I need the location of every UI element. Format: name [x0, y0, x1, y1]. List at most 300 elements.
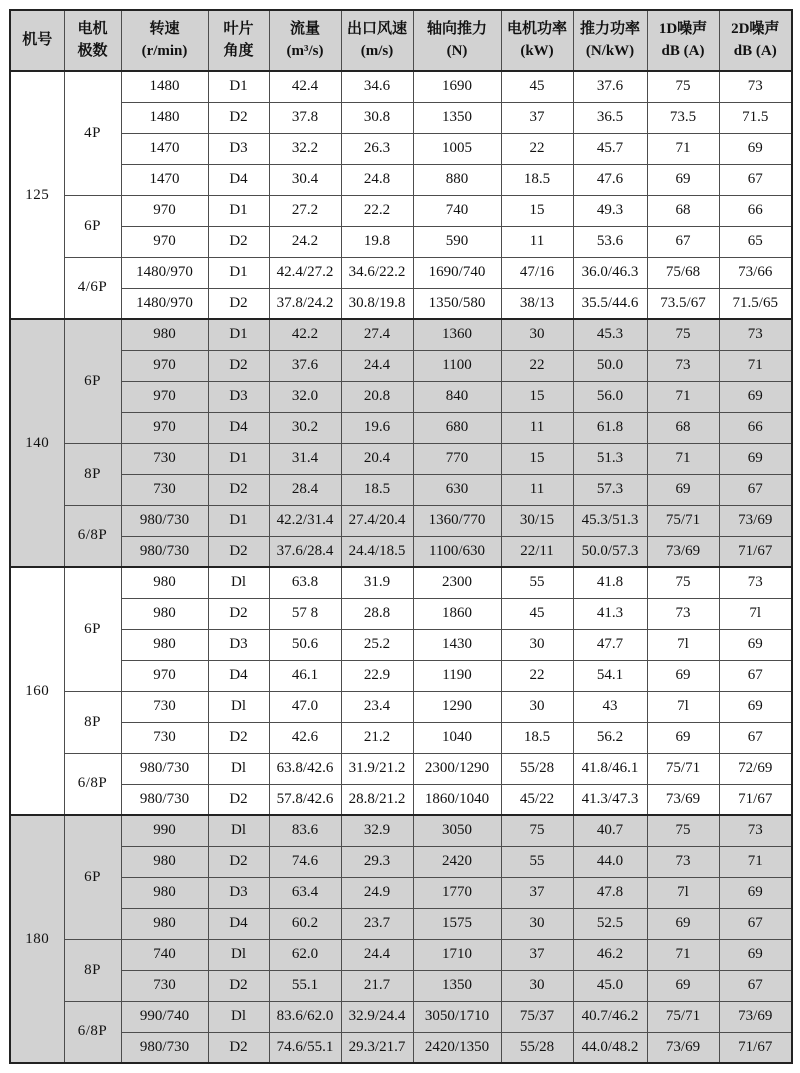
cell-velocity: 24.4/18.5 — [341, 536, 413, 567]
cell-thrust_power: 44.0 — [573, 846, 647, 877]
cell-thrust: 2420 — [413, 846, 501, 877]
cell-speed: 1480 — [121, 102, 208, 133]
cell-noise_1d: 75 — [647, 71, 719, 102]
pole-count: 8P — [64, 691, 121, 753]
cell-noise_2d: 65 — [719, 226, 792, 257]
cell-angle: D3 — [208, 877, 269, 908]
cell-noise_1d: 69 — [647, 474, 719, 505]
column-header-thrust_power: 推力功率 (N/kW) — [573, 10, 647, 71]
cell-flow: 74.6 — [269, 846, 341, 877]
cell-speed: 980/730 — [121, 1032, 208, 1063]
cell-speed: 1480/970 — [121, 288, 208, 319]
cell-power: 22/11 — [501, 536, 573, 567]
cell-thrust_power: 56.2 — [573, 722, 647, 753]
cell-noise_2d: 67 — [719, 164, 792, 195]
cell-angle: D4 — [208, 164, 269, 195]
cell-thrust: 1005 — [413, 133, 501, 164]
machine-number: 140 — [10, 319, 64, 567]
cell-power: 30 — [501, 908, 573, 939]
cell-noise_1d: 75 — [647, 815, 719, 846]
cell-angle: D2 — [208, 784, 269, 815]
cell-velocity: 32.9 — [341, 815, 413, 846]
cell-speed: 1470 — [121, 133, 208, 164]
cell-flow: 57 8 — [269, 598, 341, 629]
column-header-angle: 叶片 角度 — [208, 10, 269, 71]
cell-speed: 1470 — [121, 164, 208, 195]
cell-velocity: 28.8/21.2 — [341, 784, 413, 815]
cell-velocity: 22.2 — [341, 195, 413, 226]
cell-flow: 37.8/24.2 — [269, 288, 341, 319]
cell-flow: 62.0 — [269, 939, 341, 970]
cell-velocity: 30.8/19.8 — [341, 288, 413, 319]
cell-speed: 970 — [121, 226, 208, 257]
cell-velocity: 19.6 — [341, 412, 413, 443]
cell-flow: 42.2 — [269, 319, 341, 350]
cell-angle: D2 — [208, 598, 269, 629]
cell-flow: 32.2 — [269, 133, 341, 164]
cell-noise_1d: 7l — [647, 877, 719, 908]
cell-velocity: 30.8 — [341, 102, 413, 133]
cell-noise_1d: 73 — [647, 846, 719, 877]
cell-noise_2d: 71.5 — [719, 102, 792, 133]
cell-thrust_power: 46.2 — [573, 939, 647, 970]
cell-velocity: 34.6 — [341, 71, 413, 102]
cell-speed: 730 — [121, 691, 208, 722]
cell-power: 18.5 — [501, 722, 573, 753]
cell-velocity: 18.5 — [341, 474, 413, 505]
cell-noise_2d: 69 — [719, 877, 792, 908]
cell-noise_1d: 71 — [647, 443, 719, 474]
cell-thrust_power: 47.6 — [573, 164, 647, 195]
pole-count: 6P — [64, 195, 121, 257]
cell-velocity: 34.6/22.2 — [341, 257, 413, 288]
cell-flow: 37.8 — [269, 102, 341, 133]
cell-angle: D2 — [208, 288, 269, 319]
cell-flow: 57.8/42.6 — [269, 784, 341, 815]
pole-count: 8P — [64, 443, 121, 505]
cell-speed: 970 — [121, 350, 208, 381]
cell-thrust: 1575 — [413, 908, 501, 939]
cell-speed: 970 — [121, 412, 208, 443]
cell-thrust: 1040 — [413, 722, 501, 753]
cell-speed: 980/730 — [121, 784, 208, 815]
cell-noise_2d: 69 — [719, 691, 792, 722]
cell-power: 75 — [501, 815, 573, 846]
pole-count: 6P — [64, 815, 121, 939]
machine-number: 180 — [10, 815, 64, 1063]
cell-power: 55/28 — [501, 1032, 573, 1063]
pole-count: 4P — [64, 71, 121, 195]
cell-thrust: 2300 — [413, 567, 501, 598]
cell-noise_2d: 71.5/65 — [719, 288, 792, 319]
cell-speed: 980 — [121, 629, 208, 660]
cell-speed: 980 — [121, 567, 208, 598]
cell-thrust_power: 40.7 — [573, 815, 647, 846]
cell-angle: D2 — [208, 536, 269, 567]
cell-angle: D3 — [208, 629, 269, 660]
cell-thrust: 590 — [413, 226, 501, 257]
cell-thrust_power: 57.3 — [573, 474, 647, 505]
column-header-noise_2d: 2D噪声 dB (A) — [719, 10, 792, 71]
cell-velocity: 25.2 — [341, 629, 413, 660]
cell-power: 22 — [501, 133, 573, 164]
cell-power: 30/15 — [501, 505, 573, 536]
column-header-noise_1d: 1D噪声 dB (A) — [647, 10, 719, 71]
cell-thrust_power: 45.3/51.3 — [573, 505, 647, 536]
cell-thrust_power: 41.8/46.1 — [573, 753, 647, 784]
cell-thrust: 2420/1350 — [413, 1032, 501, 1063]
cell-noise_2d: 67 — [719, 722, 792, 753]
cell-noise_2d: 73 — [719, 71, 792, 102]
cell-thrust: 1350 — [413, 970, 501, 1001]
cell-noise_1d: 69 — [647, 722, 719, 753]
cell-velocity: 21.7 — [341, 970, 413, 1001]
cell-velocity: 27.4 — [341, 319, 413, 350]
cell-flow: 42.4 — [269, 71, 341, 102]
cell-thrust: 1360 — [413, 319, 501, 350]
cell-flow: 46.1 — [269, 660, 341, 691]
cell-thrust_power: 47.8 — [573, 877, 647, 908]
cell-noise_2d: 73 — [719, 567, 792, 598]
cell-flow: 83.6 — [269, 815, 341, 846]
cell-power: 30 — [501, 629, 573, 660]
cell-speed: 970 — [121, 660, 208, 691]
cell-power: 11 — [501, 474, 573, 505]
cell-speed: 990 — [121, 815, 208, 846]
cell-angle: D4 — [208, 908, 269, 939]
cell-velocity: 19.8 — [341, 226, 413, 257]
spec-table-head — [10, 10, 792, 71]
cell-noise_1d: 73/69 — [647, 536, 719, 567]
cell-noise_2d: 69 — [719, 381, 792, 412]
cell-speed: 990/740 — [121, 1001, 208, 1032]
cell-angle: D2 — [208, 226, 269, 257]
cell-angle: D3 — [208, 133, 269, 164]
cell-velocity: 24.8 — [341, 164, 413, 195]
cell-thrust_power: 37.6 — [573, 71, 647, 102]
cell-velocity: 24.4 — [341, 939, 413, 970]
cell-noise_1d: 75/71 — [647, 505, 719, 536]
cell-flow: 50.6 — [269, 629, 341, 660]
cell-noise_1d: 68 — [647, 412, 719, 443]
cell-angle: Dl — [208, 815, 269, 846]
cell-noise_1d: 75 — [647, 567, 719, 598]
cell-noise_1d: 73/69 — [647, 1032, 719, 1063]
cell-noise_1d: 69 — [647, 660, 719, 691]
cell-velocity: 21.2 — [341, 722, 413, 753]
cell-speed: 1480 — [121, 71, 208, 102]
cell-angle: Dl — [208, 939, 269, 970]
cell-flow: 42.4/27.2 — [269, 257, 341, 288]
cell-thrust_power: 45.3 — [573, 319, 647, 350]
pole-count: 4/6P — [64, 257, 121, 319]
cell-velocity: 24.9 — [341, 877, 413, 908]
cell-speed: 980/730 — [121, 505, 208, 536]
cell-angle: D3 — [208, 381, 269, 412]
cell-speed: 730 — [121, 474, 208, 505]
cell-noise_2d: 67 — [719, 908, 792, 939]
cell-noise_1d: 7l — [647, 629, 719, 660]
cell-thrust: 2300/1290 — [413, 753, 501, 784]
cell-velocity: 29.3 — [341, 846, 413, 877]
cell-velocity: 20.4 — [341, 443, 413, 474]
pole-count: 8P — [64, 939, 121, 1001]
cell-velocity: 31.9 — [341, 567, 413, 598]
cell-thrust: 1430 — [413, 629, 501, 660]
cell-thrust: 770 — [413, 443, 501, 474]
cell-thrust_power: 45.7 — [573, 133, 647, 164]
cell-angle: Dl — [208, 1001, 269, 1032]
spec-table-body — [10, 71, 792, 1063]
cell-flow: 27.2 — [269, 195, 341, 226]
cell-thrust: 1100 — [413, 350, 501, 381]
cell-speed: 980/730 — [121, 753, 208, 784]
cell-thrust_power: 41.3 — [573, 598, 647, 629]
cell-power: 30 — [501, 319, 573, 350]
cell-thrust_power: 51.3 — [573, 443, 647, 474]
column-header-power: 电机功率 (kW) — [501, 10, 573, 71]
cell-noise_2d: 71 — [719, 350, 792, 381]
cell-noise_1d: 73 — [647, 350, 719, 381]
cell-thrust_power: 44.0/48.2 — [573, 1032, 647, 1063]
machine-number: 125 — [10, 71, 64, 319]
cell-noise_1d: 73.5 — [647, 102, 719, 133]
cell-noise_2d: 67 — [719, 474, 792, 505]
cell-power: 22 — [501, 350, 573, 381]
cell-velocity: 22.9 — [341, 660, 413, 691]
cell-flow: 37.6/28.4 — [269, 536, 341, 567]
cell-thrust: 840 — [413, 381, 501, 412]
cell-angle: Dl — [208, 567, 269, 598]
cell-power: 11 — [501, 226, 573, 257]
cell-thrust: 1690 — [413, 71, 501, 102]
cell-thrust_power: 45.0 — [573, 970, 647, 1001]
cell-noise_2d: 71/67 — [719, 536, 792, 567]
cell-noise_2d: 71 — [719, 846, 792, 877]
cell-angle: D2 — [208, 1032, 269, 1063]
cell-thrust: 630 — [413, 474, 501, 505]
cell-angle: D1 — [208, 195, 269, 226]
cell-thrust_power: 53.6 — [573, 226, 647, 257]
cell-noise_1d: 69 — [647, 164, 719, 195]
cell-power: 15 — [501, 381, 573, 412]
cell-noise_1d: 75/68 — [647, 257, 719, 288]
cell-flow: 32.0 — [269, 381, 341, 412]
cell-power: 37 — [501, 102, 573, 133]
cell-power: 11 — [501, 412, 573, 443]
cell-thrust_power: 41.3/47.3 — [573, 784, 647, 815]
cell-thrust: 1350/580 — [413, 288, 501, 319]
cell-power: 45 — [501, 71, 573, 102]
column-header-velocity: 出口风速 (m/s) — [341, 10, 413, 71]
cell-velocity: 28.8 — [341, 598, 413, 629]
cell-angle: D2 — [208, 350, 269, 381]
cell-noise_2d: 67 — [719, 660, 792, 691]
cell-speed: 980 — [121, 846, 208, 877]
cell-velocity: 23.4 — [341, 691, 413, 722]
cell-angle: D1 — [208, 505, 269, 536]
cell-thrust: 3050/1710 — [413, 1001, 501, 1032]
spec-table — [9, 9, 793, 1064]
cell-flow: 30.2 — [269, 412, 341, 443]
pole-count: 6/8P — [64, 753, 121, 815]
cell-noise_1d: 67 — [647, 226, 719, 257]
column-header-flow: 流量 (m³/s) — [269, 10, 341, 71]
column-header-poles: 电机 极数 — [64, 10, 121, 71]
cell-angle: D1 — [208, 443, 269, 474]
pole-count: 6P — [64, 567, 121, 691]
cell-noise_2d: 73/69 — [719, 1001, 792, 1032]
cell-noise_1d: 7l — [647, 691, 719, 722]
cell-noise_1d: 71 — [647, 939, 719, 970]
cell-angle: D4 — [208, 660, 269, 691]
cell-flow: 42.6 — [269, 722, 341, 753]
cell-speed: 740 — [121, 939, 208, 970]
cell-flow: 47.0 — [269, 691, 341, 722]
cell-noise_1d: 69 — [647, 908, 719, 939]
cell-thrust_power: 41.8 — [573, 567, 647, 598]
cell-flow: 28.4 — [269, 474, 341, 505]
cell-angle: D2 — [208, 722, 269, 753]
cell-power: 30 — [501, 970, 573, 1001]
cell-noise_1d: 71 — [647, 381, 719, 412]
pole-count: 6/8P — [64, 505, 121, 567]
cell-velocity: 32.9/24.4 — [341, 1001, 413, 1032]
cell-thrust_power: 50.0/57.3 — [573, 536, 647, 567]
cell-velocity: 29.3/21.7 — [341, 1032, 413, 1063]
cell-noise_2d: 73 — [719, 815, 792, 846]
cell-angle: D2 — [208, 846, 269, 877]
cell-flow: 63.4 — [269, 877, 341, 908]
cell-thrust_power: 47.7 — [573, 629, 647, 660]
cell-power: 15 — [501, 195, 573, 226]
cell-thrust_power: 35.5/44.6 — [573, 288, 647, 319]
cell-thrust: 1100/630 — [413, 536, 501, 567]
cell-noise_2d: 73/66 — [719, 257, 792, 288]
cell-flow: 74.6/55.1 — [269, 1032, 341, 1063]
cell-noise_2d: 66 — [719, 195, 792, 226]
cell-speed: 980 — [121, 598, 208, 629]
cell-noise_2d: 7l — [719, 598, 792, 629]
cell-thrust_power: 36.0/46.3 — [573, 257, 647, 288]
cell-noise_2d: 69 — [719, 939, 792, 970]
machine-number: 160 — [10, 567, 64, 815]
cell-power: 18.5 — [501, 164, 573, 195]
cell-power: 37 — [501, 877, 573, 908]
cell-speed: 1480/970 — [121, 257, 208, 288]
cell-angle: D2 — [208, 970, 269, 1001]
cell-power: 22 — [501, 660, 573, 691]
cell-flow: 31.4 — [269, 443, 341, 474]
cell-power: 30 — [501, 691, 573, 722]
cell-noise_2d: 71/67 — [719, 784, 792, 815]
cell-angle: D2 — [208, 474, 269, 505]
cell-noise_1d: 73 — [647, 598, 719, 629]
cell-noise_1d: 75/71 — [647, 753, 719, 784]
pole-count: 6/8P — [64, 1001, 121, 1063]
cell-flow: 42.2/31.4 — [269, 505, 341, 536]
cell-thrust: 3050 — [413, 815, 501, 846]
cell-speed: 730 — [121, 970, 208, 1001]
cell-noise_1d: 73/69 — [647, 784, 719, 815]
cell-thrust: 880 — [413, 164, 501, 195]
cell-noise_2d: 66 — [719, 412, 792, 443]
cell-noise_2d: 69 — [719, 443, 792, 474]
cell-thrust_power: 50.0 — [573, 350, 647, 381]
cell-thrust_power: 56.0 — [573, 381, 647, 412]
cell-velocity: 26.3 — [341, 133, 413, 164]
cell-power: 38/13 — [501, 288, 573, 319]
cell-noise_1d: 68 — [647, 195, 719, 226]
cell-thrust_power: 61.8 — [573, 412, 647, 443]
cell-noise_1d: 71 — [647, 133, 719, 164]
cell-power: 55 — [501, 567, 573, 598]
cell-angle: D1 — [208, 319, 269, 350]
cell-thrust: 1350 — [413, 102, 501, 133]
cell-power: 37 — [501, 939, 573, 970]
column-header-speed: 转速 (r/min) — [121, 10, 208, 71]
column-header-thrust: 轴向推力 (N) — [413, 10, 501, 71]
cell-velocity: 31.9/21.2 — [341, 753, 413, 784]
cell-power: 47/16 — [501, 257, 573, 288]
cell-velocity: 20.8 — [341, 381, 413, 412]
cell-thrust_power: 49.3 — [573, 195, 647, 226]
cell-noise_1d: 69 — [647, 970, 719, 1001]
cell-power: 45/22 — [501, 784, 573, 815]
cell-thrust: 1860 — [413, 598, 501, 629]
cell-thrust: 1360/770 — [413, 505, 501, 536]
cell-power: 55 — [501, 846, 573, 877]
cell-angle: Dl — [208, 753, 269, 784]
cell-speed: 730 — [121, 722, 208, 753]
cell-thrust: 1860/1040 — [413, 784, 501, 815]
cell-speed: 980 — [121, 319, 208, 350]
cell-flow: 30.4 — [269, 164, 341, 195]
cell-noise_1d: 75 — [647, 319, 719, 350]
cell-speed: 970 — [121, 381, 208, 412]
column-header-machine: 机号 — [10, 10, 64, 71]
cell-thrust: 1690/740 — [413, 257, 501, 288]
cell-thrust: 1710 — [413, 939, 501, 970]
cell-flow: 63.8/42.6 — [269, 753, 341, 784]
cell-angle: Dl — [208, 691, 269, 722]
cell-noise_2d: 69 — [719, 629, 792, 660]
cell-flow: 24.2 — [269, 226, 341, 257]
cell-noise_2d: 71/67 — [719, 1032, 792, 1063]
cell-noise_1d: 75/71 — [647, 1001, 719, 1032]
cell-angle: D1 — [208, 71, 269, 102]
cell-thrust: 1770 — [413, 877, 501, 908]
cell-angle: D2 — [208, 102, 269, 133]
cell-flow: 55.1 — [269, 970, 341, 1001]
cell-velocity: 24.4 — [341, 350, 413, 381]
cell-thrust_power: 54.1 — [573, 660, 647, 691]
cell-speed: 980/730 — [121, 536, 208, 567]
cell-thrust: 1290 — [413, 691, 501, 722]
cell-noise_2d: 73/69 — [719, 505, 792, 536]
cell-noise_1d: 73.5/67 — [647, 288, 719, 319]
cell-power: 45 — [501, 598, 573, 629]
cell-power: 15 — [501, 443, 573, 474]
cell-thrust: 740 — [413, 195, 501, 226]
cell-thrust: 680 — [413, 412, 501, 443]
cell-noise_2d: 73 — [719, 319, 792, 350]
cell-thrust: 1190 — [413, 660, 501, 691]
cell-velocity: 27.4/20.4 — [341, 505, 413, 536]
cell-flow: 37.6 — [269, 350, 341, 381]
cell-velocity: 23.7 — [341, 908, 413, 939]
cell-speed: 730 — [121, 443, 208, 474]
